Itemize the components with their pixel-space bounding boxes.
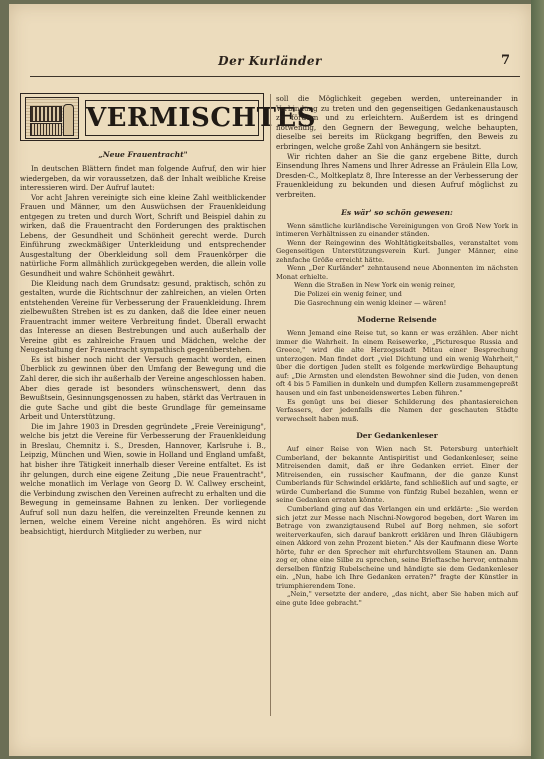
section-heading: Es wär' so schön gewesen:: [341, 207, 453, 217]
article-paragraph: Wenn „Der Kurländer" zehntausend neue Abonnenten im nächsten Monat erhielte.: [276, 264, 518, 281]
article-paragraph: Die im Jahre 1903 in Dresden gegründete „Freie Vereinigung", welche bis jetzt die Vereine für Verbesserung der Frauenkleidung in Breslau, Chemnitz i. S., Dresden, Hannover, Karlsruhe i. B., Leipzig, München und Wien, sowie in Holland und England umfaßt, hat bisher ihre Tätigkeit innerhalb dieser Vereine entfaltet. Es ist ihr gelungen, durch eine eigene Zeitung „Die neue Frauentracht", welche monatlich im Verlage von Georg D. W. Callwey erscheint, die Verbindung zwischen den Vereinen aufrecht zu erhalten und die Bewegung in gemeinsame Bahnen zu lenken. Der vorliegende Aufruf soll nun dazu helfen, die vereinzelten Freunde kennen zu lernen, welche einem Vereine nicht angehören. Es wird nicht beabsichtigt, hierdurch Mitglieder zu werben, nur: [20, 421, 266, 536]
column-divider: [270, 94, 271, 716]
right-column: [276, 94, 518, 608]
poem-line: Wenn die Straßen in New York ein wenig reiner,: [294, 281, 456, 290]
article-paragraph: Vor acht Jahren vereinigte sich eine kleine Zahl weitblickender Frauen und Männer, um den Auswüchsen der Frauenkleidung entgegen zu treten und durch Wort, Schrift und Beispiel dahin zu wirken, daß die Frauentracht den Forderungen des praktischen Lebens, der Gesundheit und Schönheit gerecht werde. Durch Einführung zweckmäßiger Unterkleidung und entsprechender Ausgestaltung der Oberkleidung soll dem Frauenkörper die natürliche Form allmählich zurückgegeben werden, die allein volle Gesundheit und wahre Schönheit gewährt.: [20, 192, 266, 279]
poem-line: Die Gasrechnung ein wenig kleiner — wären!: [294, 298, 447, 307]
header-rule: [30, 76, 520, 77]
article-paragraph: Cumberland ging auf das Verlangen ein und erklärte: „Sie werden sich jetzt zur Messe nach Nischni-Nowgorod begeben, dort Waren im Betrage von zwanzigtausend Rubel auf Borg nehmen, sie sofort weiterverkaufen, sich darauf bankrott erklären und Ihren Gläubigern einen Akkord von zehn Prozent bieten." Als der Kaufmann diese Worte hörte, fuhr er den Sprecher mit ehrfurchtsvollem Staunen an. Dann zog er, ohne eine Silbe zu sprechen, seine Brieftasche hervor, entnahm derselben fünfzig Rubelscheine und händigte sie dem Gedankenleser ein. „Nun, habe ich Ihre Gedanken erraten?" fragte der Künstler in triumphierendem Tone.: [276, 504, 518, 590]
running-title: Der Kurländer: [218, 54, 322, 68]
book-spine: [531, 0, 544, 759]
article-paragraph: Wir richten daher an Sie die ganz ergebene Bitte, durch Einsendung Ihres Namens und Ihrer Adresse an Fräulein Ella Low, Dresden-C., Moltkeplatz 8, Ihre Interesse an der Verbesserung der Frauenkleidung zu bekunden und diesen Aufruf möglichst zu verbreiten.: [276, 151, 518, 199]
section-heading: Der Gedankenleser: [356, 431, 438, 441]
article-paragraph: Es ist bisher noch nicht der Versuch gemacht worden, einen Überblick zu gewinnen über den Umfang der Bewegung und die Zahl derer, die sich ihr außerhalb der Vereine angeschlossen haben. Aber dies gerade ist besonders wünschenswert, denn das Bewußtsein, Gesinnungsgenossen zu haben, stärkt das Vertrauen in die gute Sache und gibt die beste Grundlage für gemeinsame Arbeit und Unterstützung.: [20, 354, 266, 422]
banner-title: VERMISCHTES: [85, 100, 259, 136]
article-heading: „Neue Frauentracht": [98, 150, 188, 159]
article-paragraph: Auf einer Reise von Wien nach St. Petersburg unterhielt Cumberland, der bekannte Antispiritist und Gedankenleser, seine Mitreisenden damit, daß er ihre Gedanken erriet. Einer der Mitreisenden, ein russischer Kaufmann, der die ganze Kunst Cumberlands für Schwindel erklärte, fand schließlich auf und sagte, er würde Cumberland die Summe von fünfzig Rubel bezahlen, wenn er seine Gedanken erraten könnte.: [276, 445, 518, 505]
article-paragraph: Wenn sämtliche kurländische Vereinigungen von Groß New York in intimeren Verhältnissen zu einander ständen.: [276, 221, 518, 239]
bookshelf-illustration-icon: [25, 97, 79, 139]
poem-line: Die Polizei ein wenig feiner, und: [294, 289, 402, 298]
section-banner: [20, 93, 317, 141]
article-paragraph: Es genügt uns bei dieser Schilderung des phantasiereichen Verfassers, der jedenfalls die Namen der geschauten Städte verwechselt haben muß.: [276, 397, 518, 423]
left-column: [20, 93, 317, 536]
article-paragraph: soll die Möglichkeit gegeben werden, untereinander in Verbindung zu treten und den gegenseitigen Gedankenaustausch zu fördern und zu erleichtern. Außerdem ist es dringend notwendig, den Gegnern der Bewegung, welche behaupten, dieselbe sei bereits im Rückgang begriffen, den Beweis zu erbringen, welche große Zahl von Anhängern sie besitzt.: [276, 94, 518, 151]
section-heading: Moderne Reisende: [357, 315, 437, 325]
article-paragraph: Die Kleidung nach dem Grundsatz: gesund, praktisch, schön zu gestalten, wurde die Richtschnur der zahlreichen, an vielen Orten entstehenden Vereine für Verbesserung der Frauenkleidung. Ihrem zielbewußten Streben ist es zu danken, daß die Idee einer neuen Frauentracht immer weitere Verbreitung findet. Überall erwacht das Interesse an diesen Bestrebungen und auch außerhalb der Vereine gibt es zahlreiche Frauen und Mädchen, welche der Neugestaltung der Frauentracht sympathisch gegenüberstehen.: [20, 278, 266, 355]
continued-article: [276, 94, 518, 200]
page-number: 7: [500, 53, 510, 68]
article-paragraph: „Nein," versetzte der andere, „das nicht, aber Sie haben mich auf eine gute Idee gebracht.": [276, 590, 518, 607]
article-paragraph: Wenn der Reingewinn des Wohltätigkeitsballes, veranstaltet vom Gegenseitigen Unterstützungsverein Kurl. Junger Männer, eine zehnfache Größe erreicht hätte.: [276, 238, 518, 264]
article-paragraph: Wenn Jemand eine Reise tut, so kann er was erzählen. Aber nicht immer die Wahrheit. In einem Reisewerke, „Picturesque Russia and Greece," wird die alte Herzogsstadt Mitau einer Besprechung unterzogen. Man findet dort „viel Dichtung und ein wenig Wahrheit," über die dortigen Juden stellt es folgende merkwürdige Behauptung auf: „Die Armsten und elendsten Bewohner sind die Juden, von denen oft 4 bis 5 Familien in dunkeln und dumpfen Kellern zusammengepreßt hausen und ein fast unbeneidenswertes Leben führen.": [276, 329, 518, 397]
article-paragraph: In deutschen Blättern findet man folgende Aufruf, den wir hier wiedergeben, da wir voraussetzen, daß der Inhalt weibliche Kreise interessieren wird. Der Aufruf lautet:: [20, 164, 266, 193]
